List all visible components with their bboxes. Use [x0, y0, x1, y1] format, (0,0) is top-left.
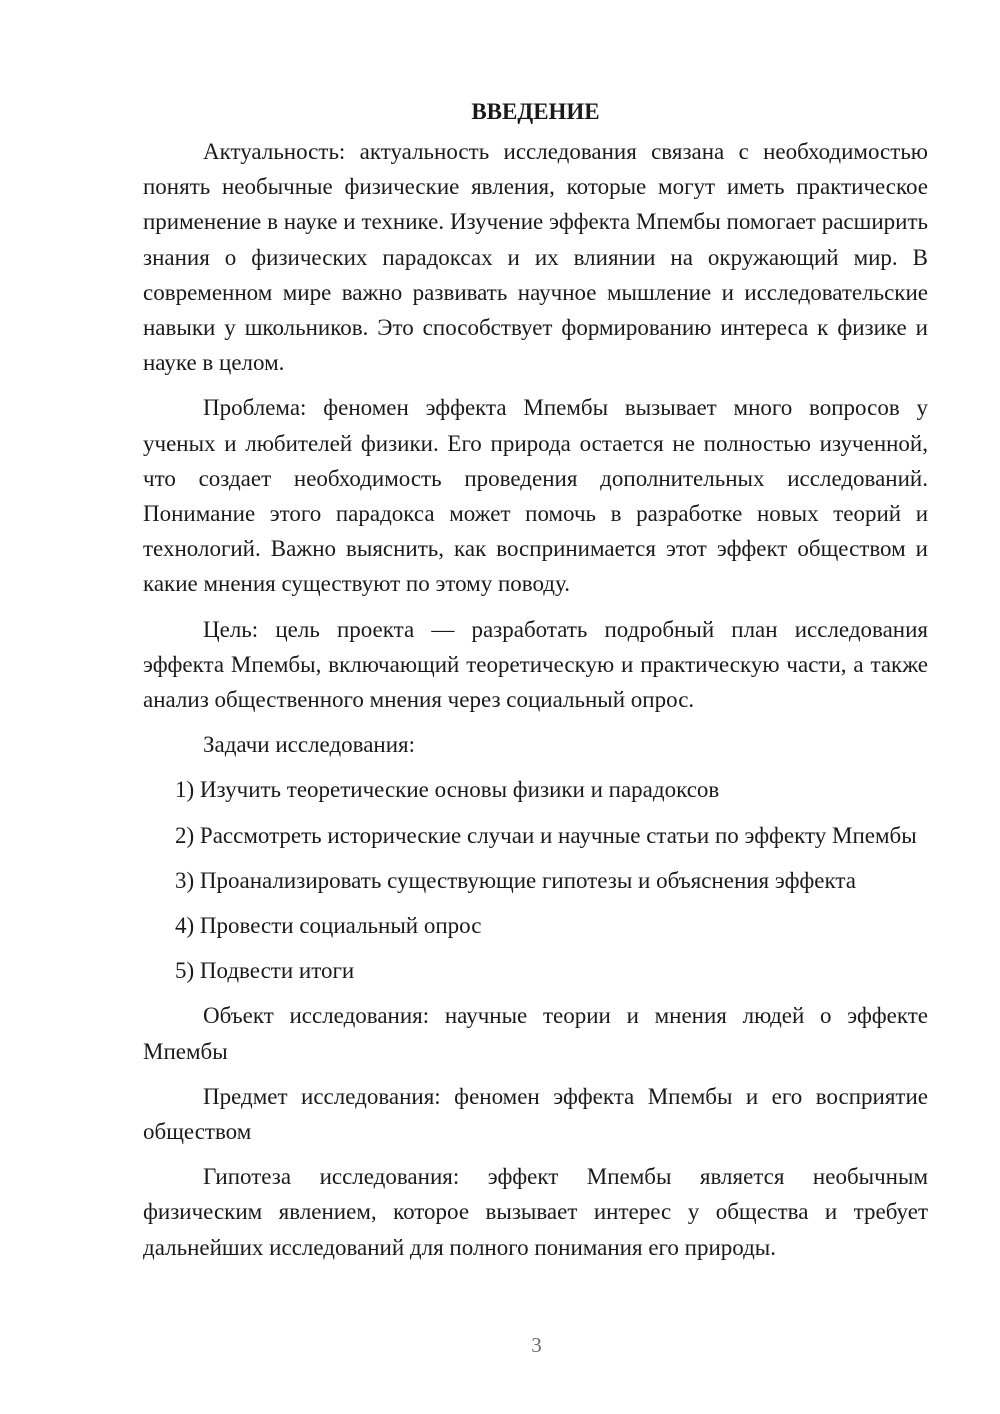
goal-paragraph: Цель: цель проекта — разработать подробный план исследования эффекта Мпембы, включающий теоретическую и практическую части, а также анализ общественного мнения через социальный опрос.: [143, 616, 928, 713]
task-item-1: 1) Изучить теоретические основы физики и парадоксов: [175, 777, 720, 803]
task-item-4: 4) Провести социальный опрос: [175, 913, 482, 939]
tasks-title: Задачи исследования:: [203, 732, 416, 758]
relevance-paragraph: Актуальность: актуальность исследования связана с необходимостью понять необычные физические явления, которые могут иметь практическое применение в науке и технике. Изучение эффекта Мпембы помогает расширить знания о физических парадоксах и их влиянии на окружающий мир. В современном мире важно развивать научное мышление и исследовательские навыки у школьников. Это способствует формированию интереса к физике и науке в целом.: [143, 139, 928, 376]
document-body: [143, 94, 928, 1275]
object-paragraph: Объект исследования: научные теории и мнения людей о эффекте Мпембы: [143, 1003, 928, 1064]
problem-paragraph: Проблема: феномен эффекта Мпембы вызывает много вопросов у ученых и любителей физики. Его природа остается не полностью изученной, что создает необходимость проведения дополнительных исследований. Понимание этого парадокса может помочь в разработке новых теорий и технологий. Важно выяснить, как воспринимается этот эффект обществом и какие мнения существуют по этому поводу.: [143, 395, 928, 597]
task-item-2: 2) Рассмотреть исторические случаи и научные статьи по эффекту Мпембы: [175, 822, 917, 848]
page-title: ВВЕДЕНИЕ: [471, 99, 600, 124]
task-item-3: 3) Проанализировать существующие гипотезы и объяснения эффекта: [175, 867, 856, 893]
task-item-5: 5) Подвести итоги: [175, 958, 355, 984]
subject-paragraph: Предмет исследования: феномен эффекта Мпембы и его восприятие обществом: [143, 1083, 928, 1145]
page-number: 3: [531, 1333, 542, 1357]
hypothesis-paragraph: Гипотеза исследования: эффект Мпембы является необычным физическим явлением, которое вызывает интерес у общества и требует дальнейших исследований для полного понимания его природы.: [143, 1164, 928, 1260]
